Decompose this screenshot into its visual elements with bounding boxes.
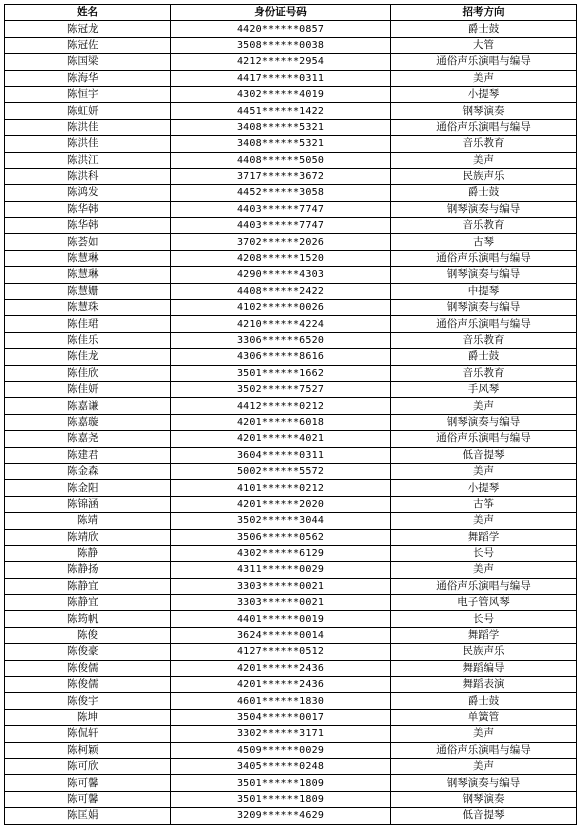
- direction-cell: 爵士鼓: [391, 349, 577, 365]
- name-cell: 陈靖欣: [5, 529, 171, 545]
- table-row: [5, 447, 577, 463]
- direction-cell: 通俗声乐演唱与编导: [391, 431, 577, 447]
- id-number-cell: 3504******0017: [171, 709, 391, 725]
- direction-cell: 爵士鼓: [391, 693, 577, 709]
- table-row: [5, 595, 577, 611]
- direction-cell: 手风琴: [391, 381, 577, 397]
- direction-cell: 小提琴: [391, 480, 577, 496]
- name-cell: 陈侃轩: [5, 726, 171, 742]
- direction-cell: 美声: [391, 513, 577, 529]
- name-cell: 陈匡娟: [5, 808, 171, 824]
- direction-cell: 通俗声乐演唱与编导: [391, 578, 577, 594]
- id-number-cell: 3408******5321: [171, 119, 391, 135]
- id-number-cell: 4601******1830: [171, 693, 391, 709]
- name-cell: 陈虹妍: [5, 103, 171, 119]
- id-number-cell: 4201******6018: [171, 414, 391, 430]
- table-row: [5, 562, 577, 578]
- name-cell: 陈洪佳: [5, 119, 171, 135]
- id-number-cell: 4208******1520: [171, 250, 391, 266]
- name-cell: 陈可馨: [5, 775, 171, 791]
- id-number-cell: 4306******8616: [171, 349, 391, 365]
- direction-cell: 民族声乐: [391, 168, 577, 184]
- name-cell: 陈柯颖: [5, 742, 171, 758]
- direction-cell: 美声: [391, 463, 577, 479]
- id-number-cell: 3702******2026: [171, 234, 391, 250]
- id-number-cell: 4302******4019: [171, 86, 391, 102]
- name-cell: 陈静宜: [5, 578, 171, 594]
- table-row: [5, 54, 577, 70]
- direction-cell: 爵士鼓: [391, 21, 577, 37]
- id-number-cell: 4102******0026: [171, 300, 391, 316]
- table-row: [5, 545, 577, 561]
- header-id-number: 身份证号码: [171, 5, 391, 21]
- name-cell: 陈慧琳: [5, 250, 171, 266]
- name-cell: 陈俊儒: [5, 660, 171, 676]
- name-cell: 陈冠龙: [5, 21, 171, 37]
- id-number-cell: 3506******0562: [171, 529, 391, 545]
- id-number-cell: 4451******1422: [171, 103, 391, 119]
- direction-cell: 通俗声乐演唱与编导: [391, 54, 577, 70]
- name-cell: 陈华韩: [5, 201, 171, 217]
- id-number-cell: 4403******7747: [171, 201, 391, 217]
- table-row: [5, 218, 577, 234]
- id-number-cell: 3502******3044: [171, 513, 391, 529]
- direction-cell: 舞蹈表演: [391, 677, 577, 693]
- table-row: [5, 185, 577, 201]
- id-number-cell: 3501******1809: [171, 775, 391, 791]
- id-number-cell: 3501******1662: [171, 365, 391, 381]
- table-row: [5, 693, 577, 709]
- name-cell: 陈嘉尧: [5, 431, 171, 447]
- direction-cell: 钢琴演奏与编导: [391, 201, 577, 217]
- name-cell: 陈嘉璇: [5, 414, 171, 430]
- table-row: [5, 709, 577, 725]
- direction-cell: 民族声乐: [391, 644, 577, 660]
- table-row: [5, 758, 577, 774]
- direction-cell: 单簧管: [391, 709, 577, 725]
- direction-cell: 钢琴演奏与编导: [391, 775, 577, 791]
- direction-cell: 大管: [391, 37, 577, 53]
- id-number-cell: 4403******7747: [171, 218, 391, 234]
- name-cell: 陈荟如: [5, 234, 171, 250]
- table-row: [5, 152, 577, 168]
- id-number-cell: 4412******0212: [171, 398, 391, 414]
- id-number-cell: 4401******0019: [171, 611, 391, 627]
- direction-cell: 爵士鼓: [391, 185, 577, 201]
- table-row: [5, 201, 577, 217]
- table-row: [5, 267, 577, 283]
- name-cell: 陈国梁: [5, 54, 171, 70]
- table-row: [5, 250, 577, 266]
- name-cell: 陈俊: [5, 627, 171, 643]
- id-number-cell: 3405******0248: [171, 758, 391, 774]
- name-cell: 陈静: [5, 545, 171, 561]
- direction-cell: 通俗声乐演唱与编导: [391, 742, 577, 758]
- table-row: [5, 300, 577, 316]
- table-row: [5, 578, 577, 594]
- name-cell: 陈佳乐: [5, 332, 171, 348]
- name-cell: 陈华韩: [5, 218, 171, 234]
- direction-cell: 通俗声乐演唱与编导: [391, 316, 577, 332]
- direction-cell: 音乐教育: [391, 365, 577, 381]
- direction-cell: 音乐教育: [391, 332, 577, 348]
- id-number-cell: 4452******3058: [171, 185, 391, 201]
- id-number-cell: 4201******2436: [171, 677, 391, 693]
- direction-cell: 钢琴演奏: [391, 103, 577, 119]
- direction-cell: 音乐教育: [391, 218, 577, 234]
- id-number-cell: 4201******2436: [171, 660, 391, 676]
- direction-cell: 古琴: [391, 234, 577, 250]
- direction-cell: 钢琴演奏与编导: [391, 300, 577, 316]
- table-row: [5, 677, 577, 693]
- name-cell: 陈佳妍: [5, 381, 171, 397]
- id-number-cell: 3508******0038: [171, 37, 391, 53]
- id-number-cell: 3303******0021: [171, 578, 391, 594]
- direction-cell: 美声: [391, 562, 577, 578]
- applicant-table: [4, 4, 577, 825]
- direction-cell: 美声: [391, 70, 577, 86]
- direction-cell: 钢琴演奏与编导: [391, 267, 577, 283]
- table-row: [5, 234, 577, 250]
- table-row: [5, 136, 577, 152]
- name-cell: 陈筠帆: [5, 611, 171, 627]
- table-row: [5, 808, 577, 824]
- id-number-cell: 3502******7527: [171, 381, 391, 397]
- name-cell: 陈佳龙: [5, 349, 171, 365]
- table-row: [5, 21, 577, 37]
- id-number-cell: 4212******2954: [171, 54, 391, 70]
- id-number-cell: 4210******4224: [171, 316, 391, 332]
- id-number-cell: 4311******0029: [171, 562, 391, 578]
- name-cell: 陈可馨: [5, 791, 171, 807]
- id-number-cell: 4201******2020: [171, 496, 391, 512]
- id-number-cell: 4417******0311: [171, 70, 391, 86]
- id-number-cell: 4509******0029: [171, 742, 391, 758]
- table-row: [5, 381, 577, 397]
- table-row: [5, 332, 577, 348]
- direction-cell: 美声: [391, 398, 577, 414]
- direction-cell: 通俗声乐演唱与编导: [391, 119, 577, 135]
- direction-cell: 钢琴演奏: [391, 791, 577, 807]
- direction-cell: 低音提琴: [391, 447, 577, 463]
- direction-cell: 舞蹈学: [391, 529, 577, 545]
- id-number-cell: 4101******0212: [171, 480, 391, 496]
- id-number-cell: 3209******4629: [171, 808, 391, 824]
- table-row: [5, 168, 577, 184]
- id-number-cell: 4408******5050: [171, 152, 391, 168]
- name-cell: 陈洪江: [5, 152, 171, 168]
- direction-cell: 长号: [391, 545, 577, 561]
- table-row: [5, 119, 577, 135]
- table-row: [5, 283, 577, 299]
- table-row: [5, 103, 577, 119]
- id-number-cell: 3501******1809: [171, 791, 391, 807]
- id-number-cell: 3302******3171: [171, 726, 391, 742]
- table-header-row: [5, 5, 577, 21]
- table-row: [5, 349, 577, 365]
- table-body: [5, 21, 577, 824]
- table-row: [5, 414, 577, 430]
- direction-cell: 电子管风琴: [391, 595, 577, 611]
- header-name: 姓名: [5, 5, 171, 21]
- direction-cell: 舞蹈学: [391, 627, 577, 643]
- id-number-cell: 4420******0857: [171, 21, 391, 37]
- table-row: [5, 431, 577, 447]
- table-row: [5, 86, 577, 102]
- table-row: [5, 398, 577, 414]
- direction-cell: 美声: [391, 152, 577, 168]
- name-cell: 陈锦涵: [5, 496, 171, 512]
- table-row: [5, 513, 577, 529]
- name-cell: 陈俊宇: [5, 693, 171, 709]
- direction-cell: 古筝: [391, 496, 577, 512]
- table-row: [5, 316, 577, 332]
- direction-cell: 长号: [391, 611, 577, 627]
- table-row: [5, 791, 577, 807]
- name-cell: 陈慧琳: [5, 267, 171, 283]
- direction-cell: 音乐教育: [391, 136, 577, 152]
- id-number-cell: 4201******4021: [171, 431, 391, 447]
- id-number-cell: 5002******5572: [171, 463, 391, 479]
- direction-cell: 美声: [391, 758, 577, 774]
- name-cell: 陈嘉谦: [5, 398, 171, 414]
- name-cell: 陈鸿发: [5, 185, 171, 201]
- table-row: [5, 463, 577, 479]
- name-cell: 陈静扬: [5, 562, 171, 578]
- table-row: [5, 480, 577, 496]
- name-cell: 陈俊豪: [5, 644, 171, 660]
- direction-cell: 中提琴: [391, 283, 577, 299]
- id-number-cell: 3408******5321: [171, 136, 391, 152]
- name-cell: 陈慧珠: [5, 300, 171, 316]
- name-cell: 陈洪科: [5, 168, 171, 184]
- id-number-cell: 3624******0014: [171, 627, 391, 643]
- name-cell: 陈靖: [5, 513, 171, 529]
- name-cell: 陈俊儒: [5, 677, 171, 693]
- table-row: [5, 611, 577, 627]
- id-number-cell: 4290******4303: [171, 267, 391, 283]
- table-row: [5, 742, 577, 758]
- table-row: [5, 365, 577, 381]
- table-row: [5, 70, 577, 86]
- id-number-cell: 4408******2422: [171, 283, 391, 299]
- name-cell: 陈海华: [5, 70, 171, 86]
- name-cell: 陈可欣: [5, 758, 171, 774]
- table-row: [5, 660, 577, 676]
- name-cell: 陈佳欣: [5, 365, 171, 381]
- direction-cell: 钢琴演奏与编导: [391, 414, 577, 430]
- name-cell: 陈冠佐: [5, 37, 171, 53]
- name-cell: 陈坤: [5, 709, 171, 725]
- name-cell: 陈金阳: [5, 480, 171, 496]
- table-row: [5, 37, 577, 53]
- id-number-cell: 3303******0021: [171, 595, 391, 611]
- name-cell: 陈建君: [5, 447, 171, 463]
- id-number-cell: 4127******0512: [171, 644, 391, 660]
- name-cell: 陈佳珺: [5, 316, 171, 332]
- table-row: [5, 644, 577, 660]
- name-cell: 陈金森: [5, 463, 171, 479]
- direction-cell: 小提琴: [391, 86, 577, 102]
- name-cell: 陈慧姗: [5, 283, 171, 299]
- direction-cell: 通俗声乐演唱与编导: [391, 250, 577, 266]
- direction-cell: 舞蹈编导: [391, 660, 577, 676]
- id-number-cell: 3604******0311: [171, 447, 391, 463]
- name-cell: 陈静宜: [5, 595, 171, 611]
- table-row: [5, 775, 577, 791]
- id-number-cell: 3306******6520: [171, 332, 391, 348]
- table-row: [5, 726, 577, 742]
- name-cell: 陈洪佳: [5, 136, 171, 152]
- direction-cell: 低音提琴: [391, 808, 577, 824]
- direction-cell: 美声: [391, 726, 577, 742]
- table-row: [5, 496, 577, 512]
- header-direction: 招考方向: [391, 5, 577, 21]
- table-row: [5, 529, 577, 545]
- id-number-cell: 4302******6129: [171, 545, 391, 561]
- id-number-cell: 3717******3672: [171, 168, 391, 184]
- name-cell: 陈恒宇: [5, 86, 171, 102]
- table-row: [5, 627, 577, 643]
